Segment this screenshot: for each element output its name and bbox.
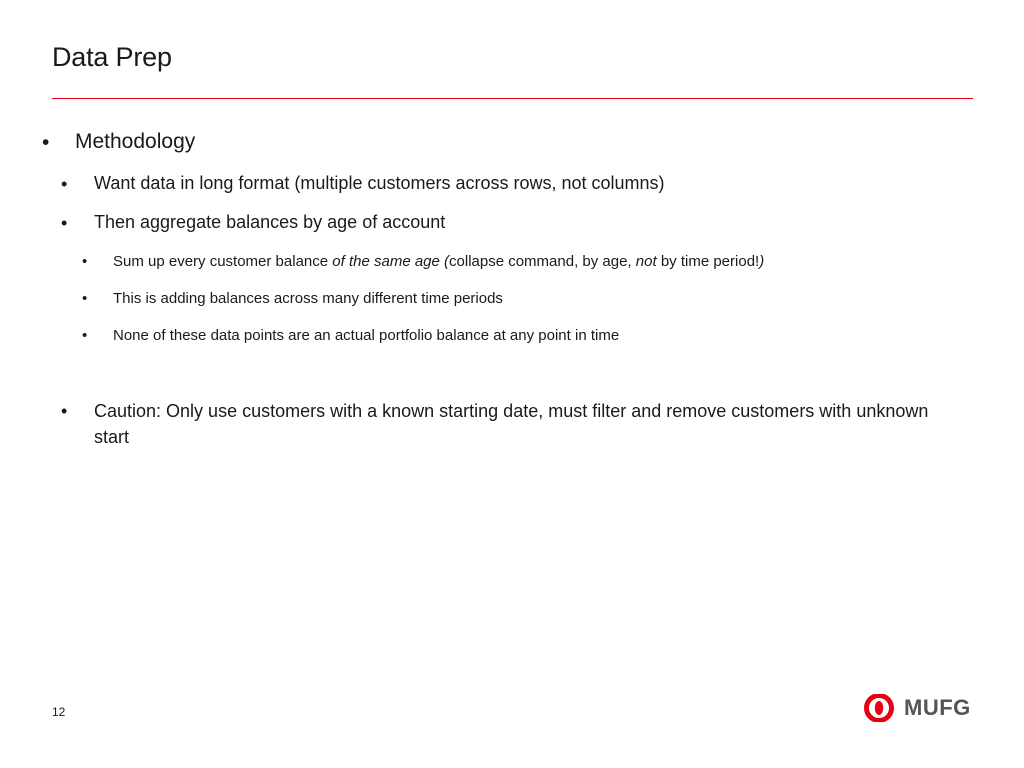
sum-up-text-2: of the same age (: [332, 253, 450, 270]
sum-up-text-1: Sum up every customer balance: [113, 253, 333, 270]
bullet-sum-up: •: [82, 253, 88, 270]
bullet-adding-balances: •: [82, 290, 88, 307]
mufg-logo: [862, 694, 971, 722]
bullet-aggregate: •: [61, 213, 68, 233]
title-divider: [52, 98, 973, 99]
mufg-logo-text: MUFG: [904, 695, 971, 720]
bullet-none-actual: •: [82, 327, 88, 344]
sum-up-text-3: collapse command, by age,: [449, 253, 636, 270]
point-long-format: Want data in long format (multiple customers across rows, not columns): [94, 173, 665, 193]
sum-up-text-6: ): [759, 253, 765, 270]
mufg-logo-icon: [862, 694, 898, 722]
heading-methodology: Methodology: [75, 130, 196, 153]
point-none-actual: None of these data points are an actual portfolio balance at any point in time: [113, 327, 620, 344]
page-number: 12: [52, 705, 66, 719]
point-adding-balances: This is adding balances across many different time periods: [113, 290, 503, 307]
slide-title: Data Prep: [52, 42, 172, 72]
sum-up-text-4: not: [635, 253, 657, 270]
bullet-caution: •: [61, 401, 68, 421]
sum-up-text-5: by time period!: [656, 253, 760, 270]
bullet-long-format: •: [61, 174, 68, 194]
bullet-methodology: •: [42, 131, 50, 154]
point-sum-up: [113, 253, 764, 270]
point-aggregate: Then aggregate balances by age of account: [94, 212, 446, 232]
point-caution: Caution: Only use customers with a known starting date, must filter and remove customers with unknown start: [94, 401, 929, 447]
